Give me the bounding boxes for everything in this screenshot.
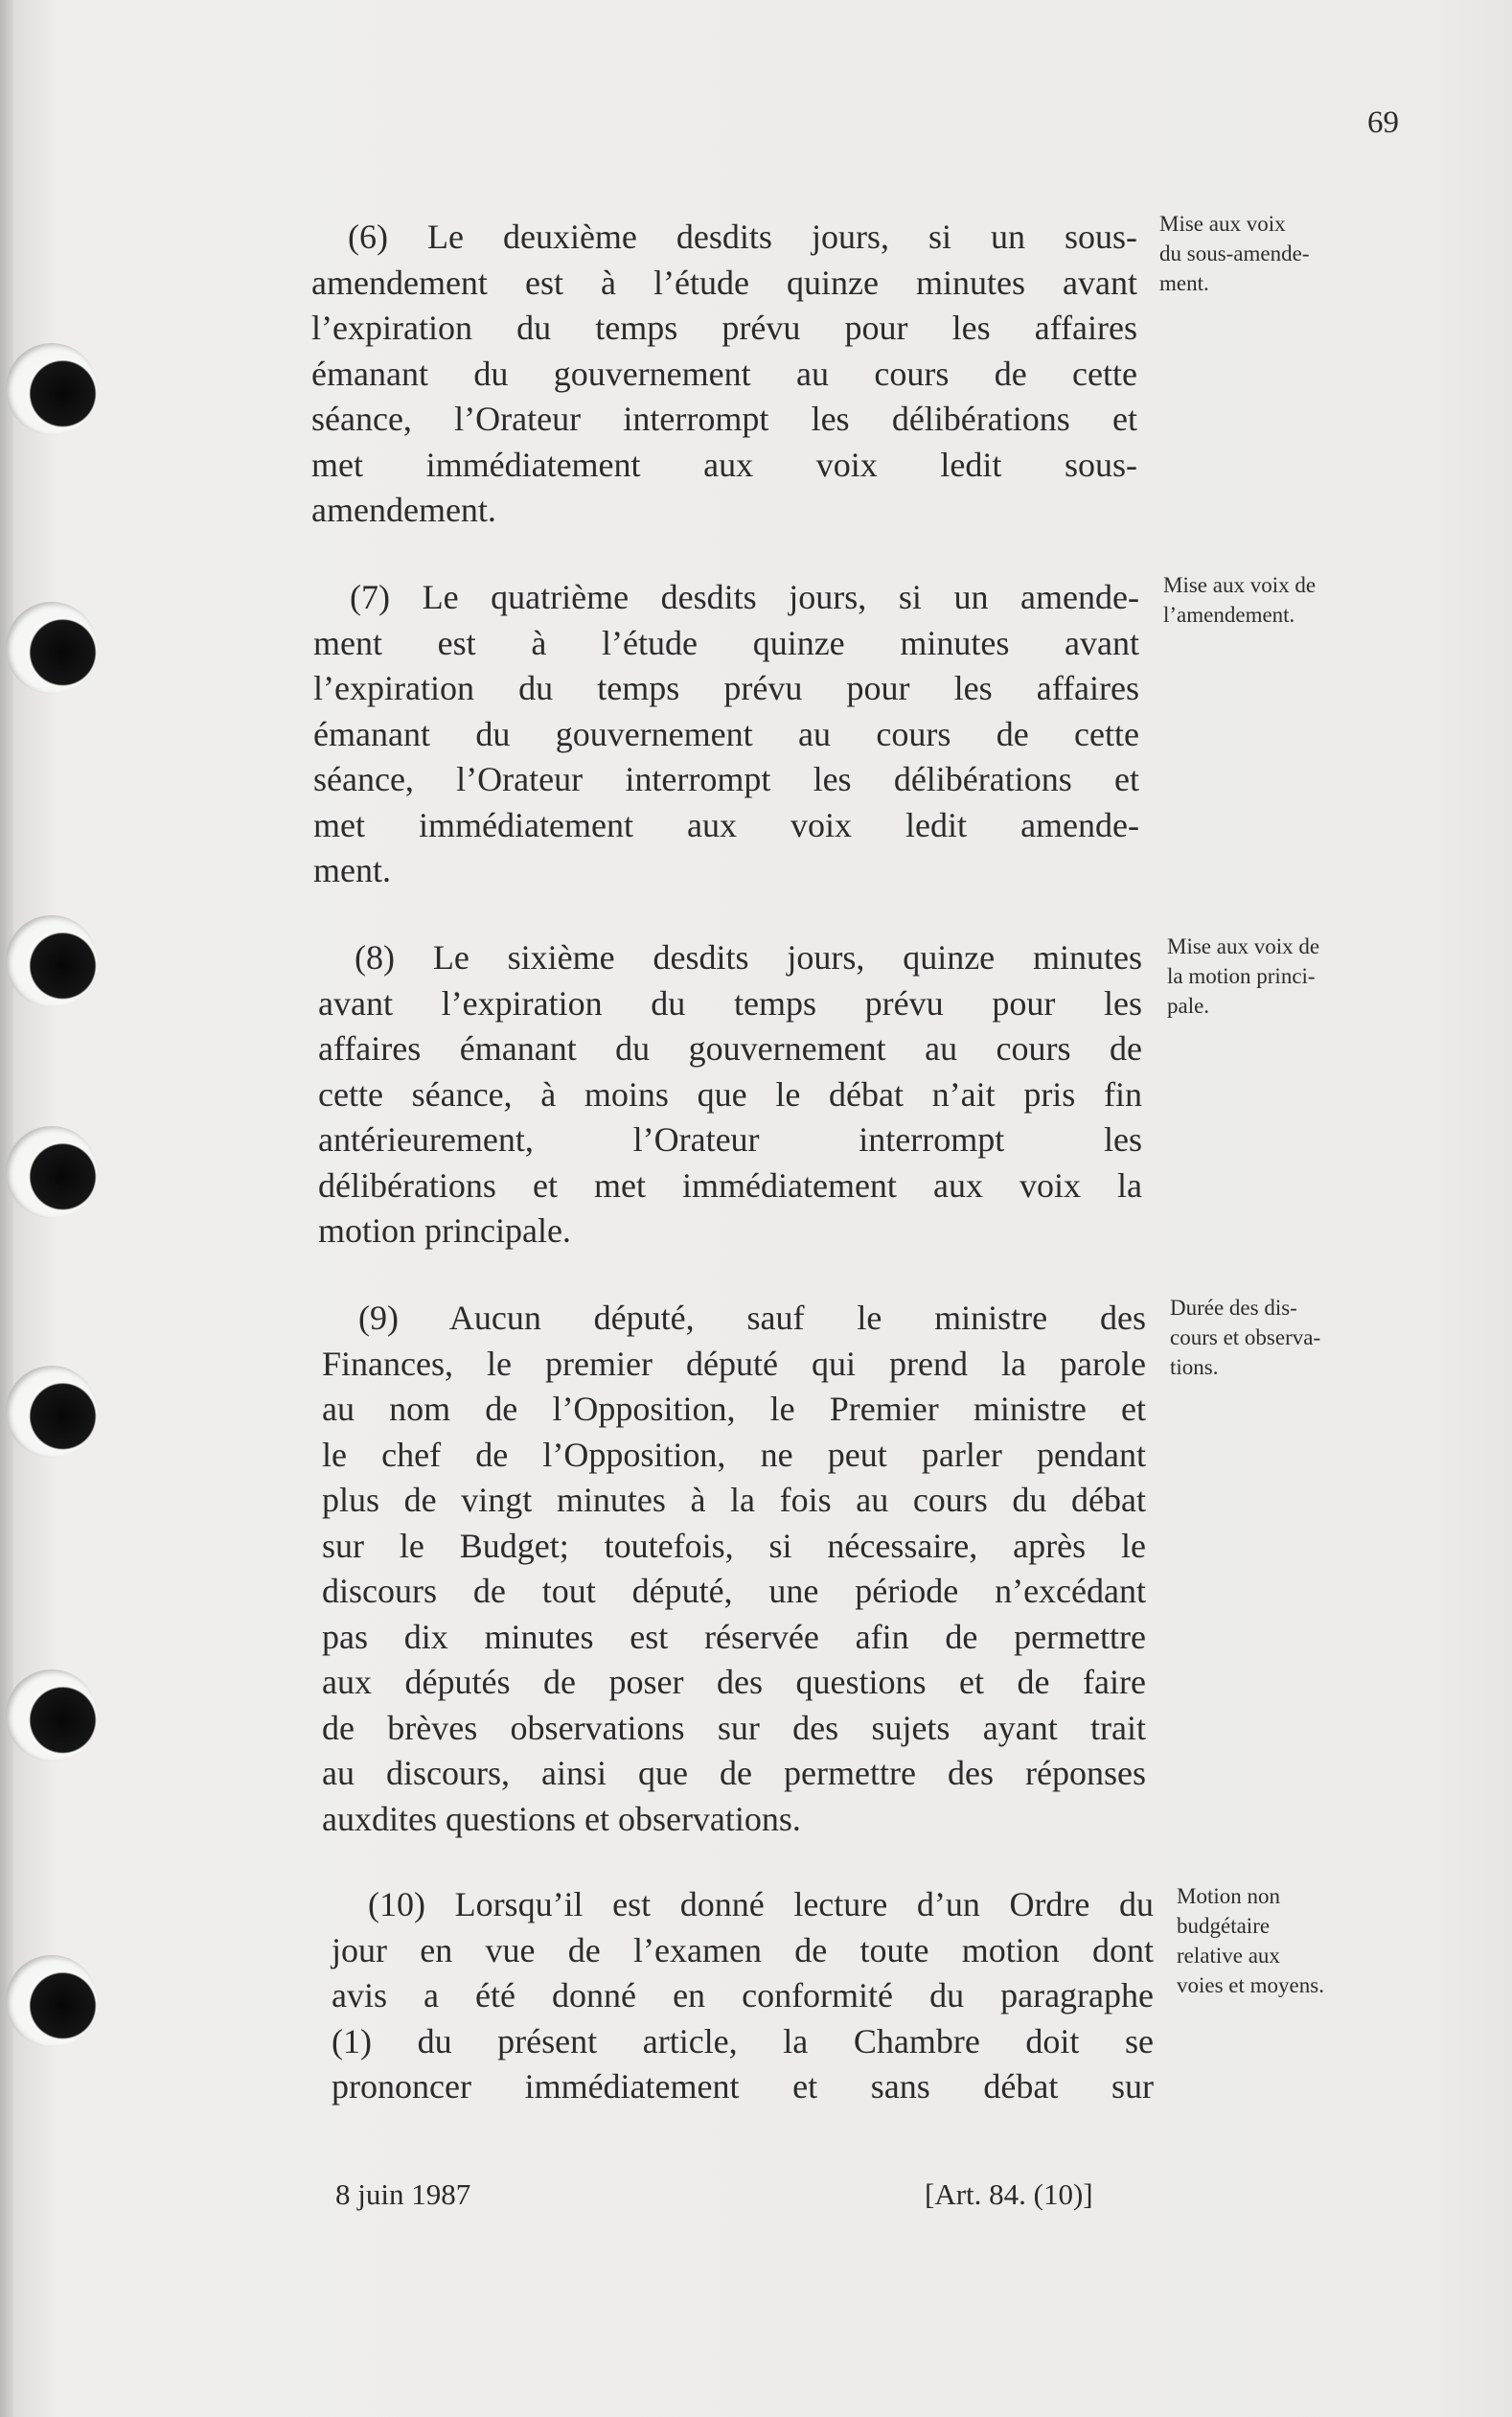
paragraph-line: (10) Lorsqu’il est donné lecture d’un Ordre du (368, 1885, 1154, 1923)
paragraph-6 (311, 215, 1137, 534)
paragraph-line: délibérations et met immédiatement aux voix la (318, 1165, 1142, 1205)
paragraph-line: Finances, le premier député qui prend la parole (322, 1344, 1146, 1383)
binder-hole (6, 602, 98, 694)
footer-date: 8 juin 1987 (335, 2177, 471, 2211)
margin-note-line: Motion non (1177, 1884, 1280, 1908)
paragraph-line: amendement est à l’étude quinze minutes avant (311, 263, 1137, 302)
paragraph-line: (6) Le deuxième desdits jours, si un sous- (348, 218, 1137, 256)
paragraph-line: l’expiration du temps prévu pour les affaires (313, 669, 1139, 707)
margin-note-line: tions. (1170, 1355, 1219, 1379)
paragraph-line: émanant du gouvernement au cours de cette (311, 354, 1137, 393)
binder-hole (6, 1669, 98, 1761)
margin-note-line: la motion princi- (1167, 964, 1316, 988)
margin-note-line: l’amendement. (1163, 603, 1295, 627)
paragraph-line: sur le Budget; toutefois, si nécessaire, après le (322, 1526, 1146, 1565)
page-number: 69 (1367, 105, 1399, 140)
paragraph-9 (322, 1296, 1146, 1842)
paragraph-line: jour en vue de l’examen de toute motion dont (332, 1930, 1154, 1969)
binder-hole (6, 915, 98, 1007)
margin-note-line: Mise aux voix de (1163, 573, 1317, 597)
margin-note-9 (1170, 1293, 1320, 1382)
paragraph-line: (8) Le sixième desdits jours, quinze minutes (355, 938, 1142, 977)
paragraph-line: ment. (313, 851, 391, 889)
binder-hole (6, 343, 98, 435)
margin-note-line: voies et moyens. (1177, 1973, 1324, 1997)
margin-note-line: Durée des dis- (1170, 1296, 1297, 1320)
paragraph-line: met immédiatement aux voix ledit amende- (313, 805, 1139, 844)
paragraph-line: (1) du présent article, la Chambre doit se (332, 2021, 1154, 2060)
margin-note-line: relative aux (1177, 1944, 1280, 1968)
margin-note-line: du sous-amende- (1159, 242, 1310, 265)
binder-hole (6, 1126, 98, 1218)
paragraph-line: ment est à l’étude quinze minutes avant (313, 623, 1139, 662)
paragraph-8 (318, 935, 1142, 1255)
paragraph-line: l’expiration du temps prévu pour les affaires (311, 309, 1137, 347)
paragraph-line: avant l’expiration du temps prévu pour les (318, 983, 1142, 1023)
binder-hole (6, 1366, 98, 1458)
paragraph-line: aux députés de poser des questions et de faire (322, 1663, 1146, 1701)
margin-note-line: ment. (1159, 271, 1209, 295)
paragraph-line: discours de tout député, une période n’excédant (322, 1572, 1146, 1610)
margin-note-7 (1163, 570, 1316, 630)
margin-note-6 (1159, 209, 1310, 298)
margin-note-10 (1177, 1881, 1324, 2000)
paragraph-line: prononcer immédiatement et sans débat sur (332, 2067, 1154, 2106)
paragraph-line: amendement. (311, 491, 496, 529)
paragraph-line: motion principale. (318, 1211, 571, 1250)
paragraph-10 (332, 1882, 1154, 2110)
paragraph-line: séance, l’Orateur interrompt les délibérations et (313, 760, 1139, 798)
paragraph-line: antérieurement, l’Orateur interrompt les (318, 1120, 1142, 1159)
margin-note-line: cours et observa- (1170, 1325, 1321, 1349)
paragraph-7 (313, 575, 1139, 894)
margin-note-line: Mise aux voix (1159, 212, 1286, 236)
paragraph-line: de brèves observations sur des sujets ayant trait (322, 1708, 1146, 1747)
paragraph-line: pas dix minutes est réservée afin de permettre (322, 1617, 1146, 1656)
paragraph-line: au nom de l’Opposition, le Premier ministre et (322, 1390, 1146, 1428)
paragraph-line: (9) Aucun député, sauf le ministre des (358, 1299, 1146, 1337)
margin-note-line: pale. (1167, 994, 1210, 1018)
paragraph-line: plus de vingt minutes à la fois au cours du débat (322, 1481, 1146, 1519)
paragraph-line: séance, l’Orateur interrompt les délibérations et (311, 400, 1137, 438)
paragraph-line: affaires émanant du gouvernement au cours de (318, 1029, 1142, 1068)
footer-article-reference: [Art. 84. (10)] (925, 2177, 1093, 2211)
paragraph-line: met immédiatement aux voix ledit sous- (311, 445, 1137, 484)
binder-spine (0, 0, 13, 2417)
paragraph-line: émanant du gouvernement au cours de cette (313, 714, 1139, 753)
paragraph-line: auxdites questions et observations. (322, 1799, 801, 1838)
margin-note-line: budgétaire (1177, 1914, 1271, 1938)
paragraph-line: avis a été donné en conformité du paragraphe (332, 1976, 1154, 2014)
paragraph-line: cette séance, à moins que le débat n’ait pris fin (318, 1074, 1142, 1114)
binder-hole (6, 1955, 98, 2047)
margin-note-8 (1167, 932, 1319, 1021)
paragraph-line: le chef de l’Opposition, ne peut parler pendant (322, 1435, 1146, 1474)
paragraph-line: (7) Le quatrième desdits jours, si un amende- (350, 578, 1139, 616)
paragraph-line: au discours, ainsi que de permettre des réponses (322, 1754, 1146, 1792)
margin-note-line: Mise aux voix de (1167, 934, 1320, 958)
